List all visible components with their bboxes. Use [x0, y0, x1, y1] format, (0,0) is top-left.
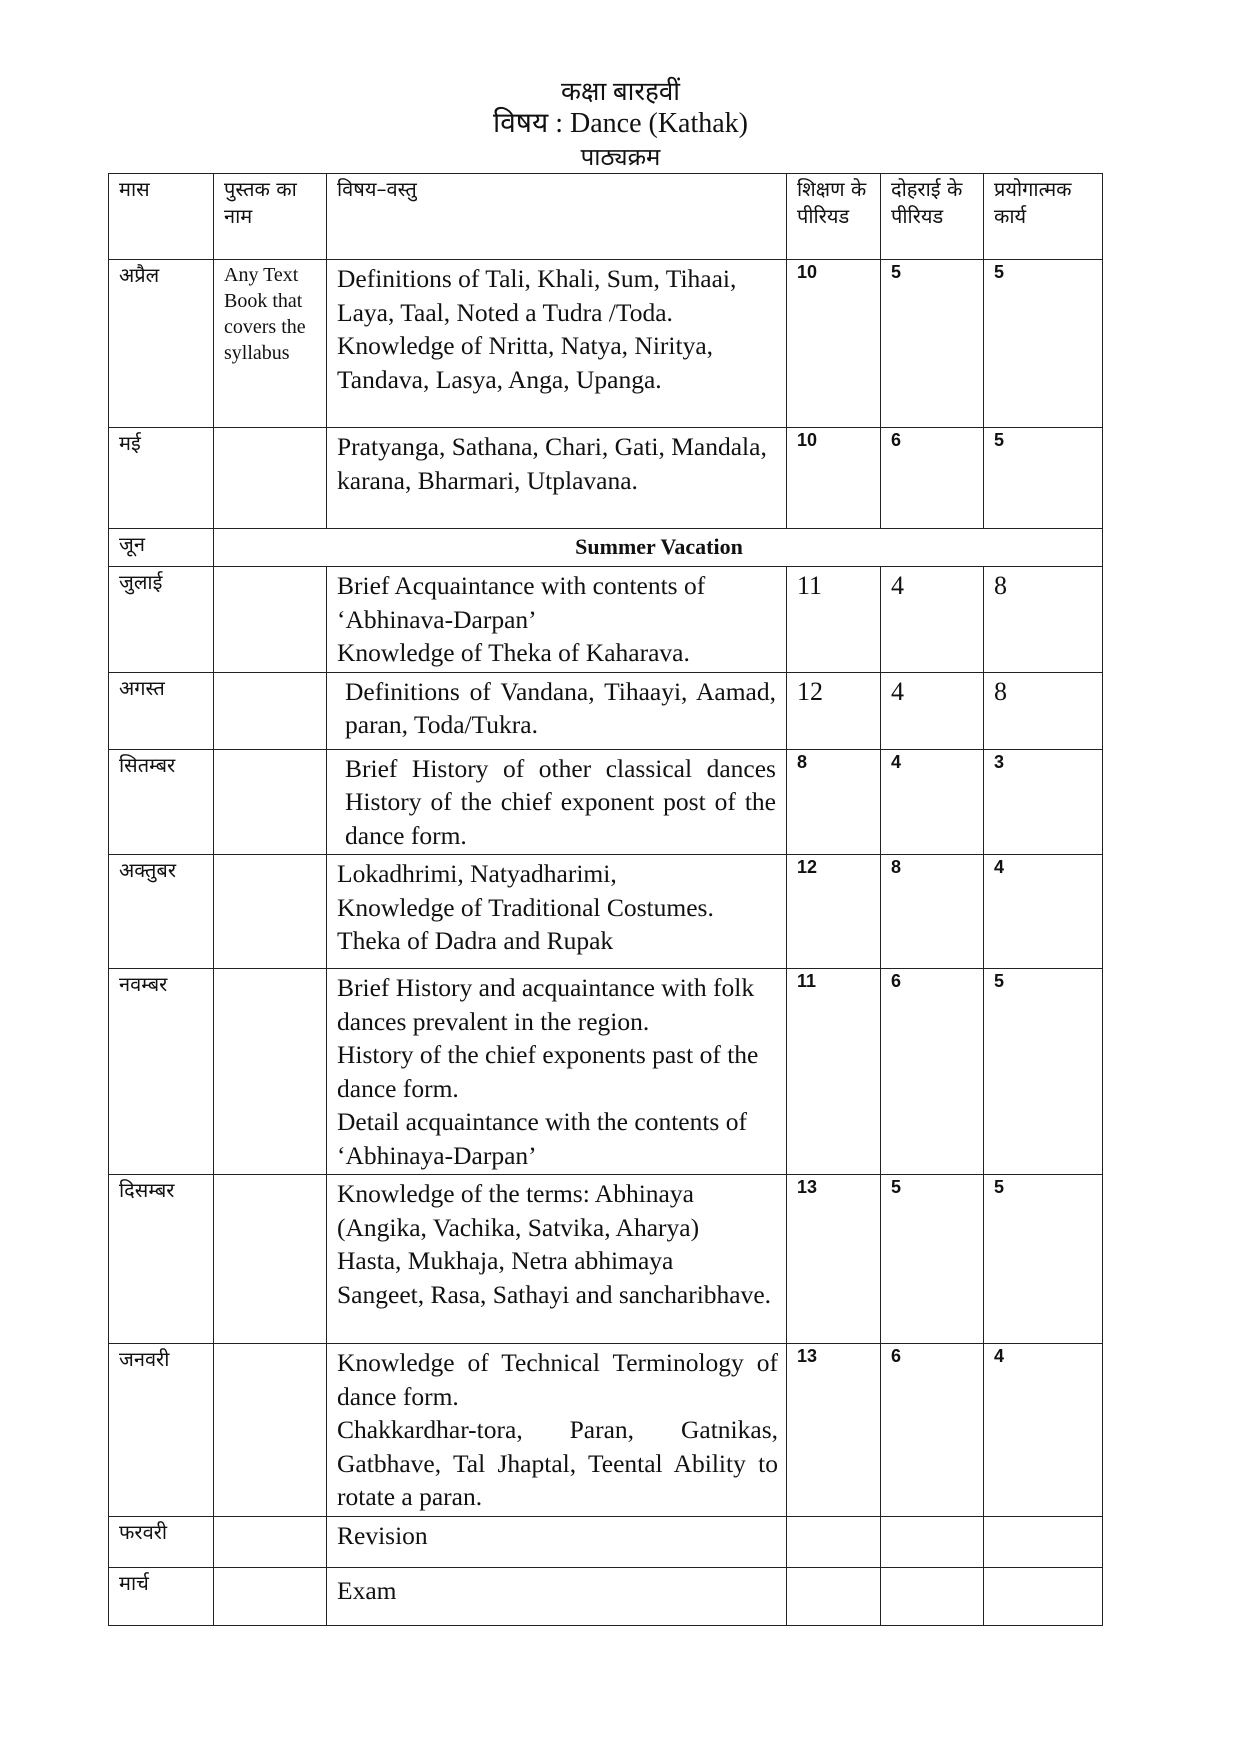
practical-work-cell: 3 — [984, 749, 1103, 855]
table-row — [109, 1175, 1103, 1344]
teaching-periods-cell: 13 — [787, 1175, 881, 1344]
revision-periods-cell — [881, 1567, 984, 1625]
revision-periods-cell: 6 — [881, 969, 984, 1175]
book-name-cell — [214, 855, 327, 969]
teaching-periods-cell: 10 — [787, 260, 881, 428]
revision-periods-cell: 4 — [881, 567, 984, 673]
syllabus-table — [108, 173, 1103, 1626]
month-cell: मार्च — [109, 1567, 214, 1625]
teaching-periods-cell — [787, 1567, 881, 1625]
col-revision-header: दोहराई के पीरियड — [881, 174, 984, 260]
book-name-cell — [214, 1516, 327, 1567]
practical-work-cell — [984, 1567, 1103, 1625]
content-cell: Definitions of Tali, Khali, Sum, Tihaai, Laya, Taal, Noted a Tudra /Toda. Knowledge of Nritta, Natya, Niritya, Tandava, Lasya, Anga, Upanga. — [327, 260, 787, 428]
content-cell: Pratyanga, Sathana, Chari, Gati, Mandala, karana, Bharmari, Utplavana. — [327, 428, 787, 529]
content-cell: Knowledge of Technical Terminology of dance form. Chakkardhar-tora, Paran, Gatnikas, Gatbhave, Tal Jhaptal, Teental Ability to rotate a paran. — [327, 1344, 787, 1517]
practical-work-cell: 8 — [984, 567, 1103, 673]
book-name-cell — [214, 749, 327, 855]
table-row — [109, 969, 1103, 1175]
table-header-row — [109, 174, 1103, 260]
month-cell: मई — [109, 428, 214, 529]
book-name-cell — [214, 428, 327, 529]
subject-title: विषय : Dance (Kathak) — [492, 108, 749, 139]
book-name-cell — [214, 969, 327, 1175]
revision-periods-cell: 8 — [881, 855, 984, 969]
book-name-cell — [214, 672, 327, 749]
table-row — [109, 855, 1103, 969]
practical-work-cell: 8 — [984, 672, 1103, 749]
month-cell: सितम्बर — [109, 749, 214, 855]
revision-periods-cell: 5 — [881, 1175, 984, 1344]
table-row — [109, 1567, 1103, 1625]
teaching-periods-cell — [787, 1516, 881, 1567]
month-cell: जनवरी — [109, 1344, 214, 1517]
table-row — [109, 260, 1103, 428]
table-row — [109, 529, 1103, 567]
teaching-periods-cell: 13 — [787, 1344, 881, 1517]
month-cell: जून — [109, 529, 214, 567]
content-cell: Brief History and acquaintance with folk dances prevalent in the region. History of the chief exponents past of the dance form. Detail acquaintance with the contents of ‘Abhinaya-Darpan’ — [327, 969, 787, 1175]
col-teaching-header: शिक्षण के पीरियड — [787, 174, 881, 260]
book-name-cell — [214, 1344, 327, 1517]
book-name-cell: Any Text Book that covers the syllabus — [214, 260, 327, 428]
content-cell: Definitions of Vandana, Tihaayi, Aamad, paran, Toda/Tukra. — [327, 672, 787, 749]
month-cell: अक्तुबर — [109, 855, 214, 969]
content-cell: Exam — [327, 1567, 787, 1625]
month-cell: दिसम्बर — [109, 1175, 214, 1344]
summer-vacation-cell: Summer Vacation — [214, 529, 1103, 567]
month-cell: अगस्त — [109, 672, 214, 749]
month-cell: फरवरी — [109, 1516, 214, 1567]
table-row — [109, 567, 1103, 673]
table-row — [109, 1344, 1103, 1517]
month-cell: जुलाई — [109, 567, 214, 673]
content-cell: Revision — [327, 1516, 787, 1567]
month-cell: अप्रैल — [109, 260, 214, 428]
practical-work-cell: 4 — [984, 1344, 1103, 1517]
col-content-header: विषय–वस्तु — [327, 174, 787, 260]
table-row — [109, 1516, 1103, 1567]
teaching-periods-cell: 11 — [787, 567, 881, 673]
teaching-periods-cell: 12 — [787, 855, 881, 969]
teaching-periods-cell: 8 — [787, 749, 881, 855]
book-name-cell — [214, 1567, 327, 1625]
practical-work-cell: 5 — [984, 260, 1103, 428]
practical-work-cell — [984, 1516, 1103, 1567]
content-cell: Lokadhrimi, Natyadharimi, Knowledge of Traditional Costumes. Theka of Dadra and Rupak — [327, 855, 787, 969]
content-cell: Knowledge of the terms: Abhinaya (Angika, Vachika, Satvika, Aharya) Hasta, Mukhaja, Netra abhimaya Sangeet, Rasa, Sathayi and sancharibhave. — [327, 1175, 787, 1344]
col-book-header: पुस्तक का नाम — [214, 174, 327, 260]
table-row — [109, 749, 1103, 855]
teaching-periods-cell: 12 — [787, 672, 881, 749]
content-cell: Brief Acquaintance with contents of ‘Abhinava-Darpan’ Knowledge of Theka of Kaharava. — [327, 567, 787, 673]
syllabus-title: पाठ्यक्रम — [580, 145, 661, 171]
practical-work-cell: 5 — [984, 969, 1103, 1175]
practical-work-cell: 5 — [984, 1175, 1103, 1344]
month-cell: नवम्बर — [109, 969, 214, 1175]
revision-periods-cell: 4 — [881, 749, 984, 855]
revision-periods-cell — [881, 1516, 984, 1567]
col-month-header: मास — [109, 174, 214, 260]
col-practical-header: प्रयोगात्मक कार्य — [984, 174, 1103, 260]
content-cell: Brief History of other classical dances History of the chief exponent post of the dance form. — [327, 749, 787, 855]
teaching-periods-cell: 10 — [787, 428, 881, 529]
revision-periods-cell: 6 — [881, 428, 984, 529]
table-row — [109, 428, 1103, 529]
teaching-periods-cell: 11 — [787, 969, 881, 1175]
practical-work-cell: 4 — [984, 855, 1103, 969]
revision-periods-cell: 5 — [881, 260, 984, 428]
revision-periods-cell: 4 — [881, 672, 984, 749]
book-name-cell — [214, 567, 327, 673]
practical-work-cell: 5 — [984, 428, 1103, 529]
revision-periods-cell: 6 — [881, 1344, 984, 1517]
book-name-cell — [214, 1175, 327, 1344]
class-title: कक्षा बारहवीं — [560, 77, 681, 106]
table-row — [109, 672, 1103, 749]
